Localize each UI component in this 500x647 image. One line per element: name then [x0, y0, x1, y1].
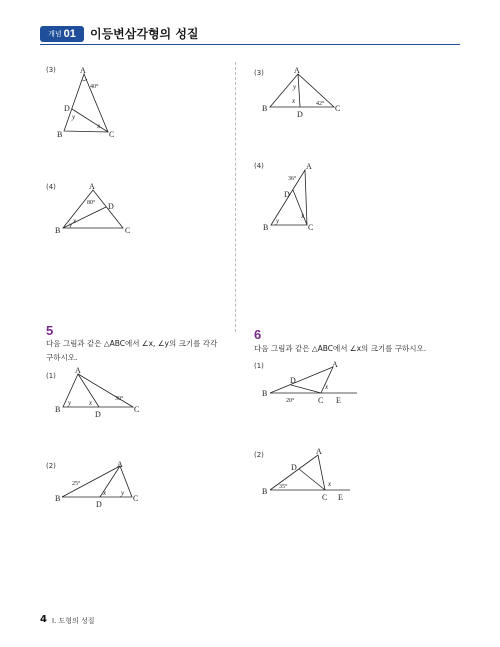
- tr3-vertex-b: B: [262, 104, 268, 113]
- p6f1-angle: 20°: [286, 398, 295, 404]
- tr3-angle: 42°: [316, 101, 325, 107]
- p5f1-var-y: y: [68, 399, 72, 407]
- problem-5-text-line2: 구하시오.: [46, 353, 78, 362]
- p6f1-vertex-c: C: [318, 396, 324, 405]
- column-divider: [235, 62, 236, 332]
- tl-fig3-label: (3): [46, 66, 56, 74]
- p6f1-var-x: x: [325, 383, 329, 391]
- p5-fig2-diagram: [54, 458, 149, 513]
- tl4-angle: 80°: [87, 200, 96, 206]
- page-number: 4: [40, 614, 47, 625]
- p6f2-angle: 35°: [279, 484, 288, 490]
- p5f1-angle: 30°: [115, 396, 124, 402]
- tr-fig3-diagram: [262, 66, 347, 121]
- tr-fig3-label: (3): [254, 69, 264, 77]
- tr4-angle: 36°: [288, 176, 297, 182]
- p6f2-var-x: x: [328, 480, 332, 488]
- p5f1-vertex-b: B: [55, 405, 61, 414]
- tl4-vertex-b: B: [55, 226, 61, 235]
- tr3-vertex-c: C: [335, 104, 341, 113]
- tr-fig4-diagram: [262, 160, 322, 235]
- tl-fig4-label: (4): [46, 183, 56, 191]
- tl3-angle: 40°: [90, 84, 99, 90]
- problem-6-number: 6: [254, 327, 262, 342]
- badge-label: 개념: [48, 30, 62, 38]
- tl-fig3-diagram: [55, 66, 125, 141]
- p5-fig1-diagram: [54, 364, 149, 424]
- p5f1-vertex-d: D: [95, 410, 101, 419]
- tl3-var-y: y: [72, 113, 76, 121]
- chapter-name: I. 도형의 성질: [52, 617, 95, 625]
- tr3-vertex-a: A: [294, 66, 300, 75]
- header-rule: [40, 44, 460, 45]
- p6f2-vertex-c: C: [322, 493, 328, 502]
- p6f1-vertex-d: D: [290, 376, 296, 385]
- tr4-vertex-d: D: [284, 190, 290, 199]
- tr4-vertex-c: C: [308, 223, 314, 232]
- p6f2-vertex-d: D: [291, 463, 297, 472]
- p6f2-vertex-e: E: [338, 493, 343, 502]
- tr4-var-x: x: [301, 212, 305, 220]
- tr-fig4-label: (4): [254, 162, 264, 170]
- tr3-var-y: y: [293, 83, 297, 91]
- tl3-vertex-a: A: [80, 66, 86, 75]
- p6f1-vertex-e: E: [336, 396, 341, 405]
- p6-fig1-label: (1): [254, 362, 264, 370]
- p5f2-var-x: x: [103, 489, 107, 497]
- tl3-vertex-b: B: [57, 130, 63, 139]
- tr3-var-x: x: [292, 97, 296, 105]
- p5f1-vertex-c: C: [134, 405, 140, 414]
- p6-fig1-diagram: [262, 358, 362, 408]
- tl3-vertex-d: D: [64, 104, 70, 113]
- p5f2-var-y: y: [121, 489, 125, 497]
- p6-fig2-diagram: [262, 444, 357, 502]
- badge-number: 01: [63, 28, 76, 40]
- tr4-var-y: y: [276, 217, 280, 225]
- tl4-var-y: y: [69, 221, 73, 229]
- p5f2-vertex-d: D: [96, 500, 102, 509]
- page-title: 이등변삼각형의 성질: [90, 27, 199, 41]
- p6f2-vertex-b: B: [262, 487, 268, 496]
- p5-fig1-label: (1): [46, 372, 56, 380]
- p5f1-var-x: x: [89, 399, 93, 407]
- problem-5-text-line1: 다음 그림과 같은 △ABC에서 ∠x, ∠y의 크기를 각각: [46, 339, 218, 348]
- concept-badge: [40, 26, 84, 42]
- tl3-var-x: x: [97, 122, 101, 130]
- tl3-vertex-c: C: [109, 130, 115, 139]
- tr4-vertex-a: A: [306, 162, 312, 171]
- problem-6-text-line1: 다음 그림과 같은 △ABC에서 ∠x의 크기를 구하시오.: [254, 344, 427, 353]
- tl4-vertex-a: A: [89, 182, 95, 191]
- p5f2-vertex-a: A: [117, 460, 123, 469]
- problem-5-number: 5: [46, 323, 54, 338]
- tl4-vertex-c: C: [125, 226, 131, 235]
- p5f2-angle: 25°: [72, 481, 81, 487]
- p5-fig2-label: (2): [46, 462, 56, 470]
- tr3-vertex-d: D: [297, 110, 303, 119]
- tl4-var-x: x: [73, 217, 77, 225]
- p5f1-vertex-a: A: [75, 366, 81, 375]
- tl-fig4-diagram: [55, 182, 140, 237]
- p6-fig2-label: (2): [254, 451, 264, 459]
- p5f2-vertex-c: C: [133, 494, 139, 503]
- tr4-vertex-b: B: [263, 223, 269, 232]
- tl4-vertex-d: D: [108, 202, 114, 211]
- p6f1-vertex-a: A: [332, 360, 338, 369]
- p6f1-vertex-b: B: [262, 389, 268, 398]
- p6f2-vertex-a: A: [316, 447, 322, 456]
- p5f2-vertex-b: B: [55, 494, 61, 503]
